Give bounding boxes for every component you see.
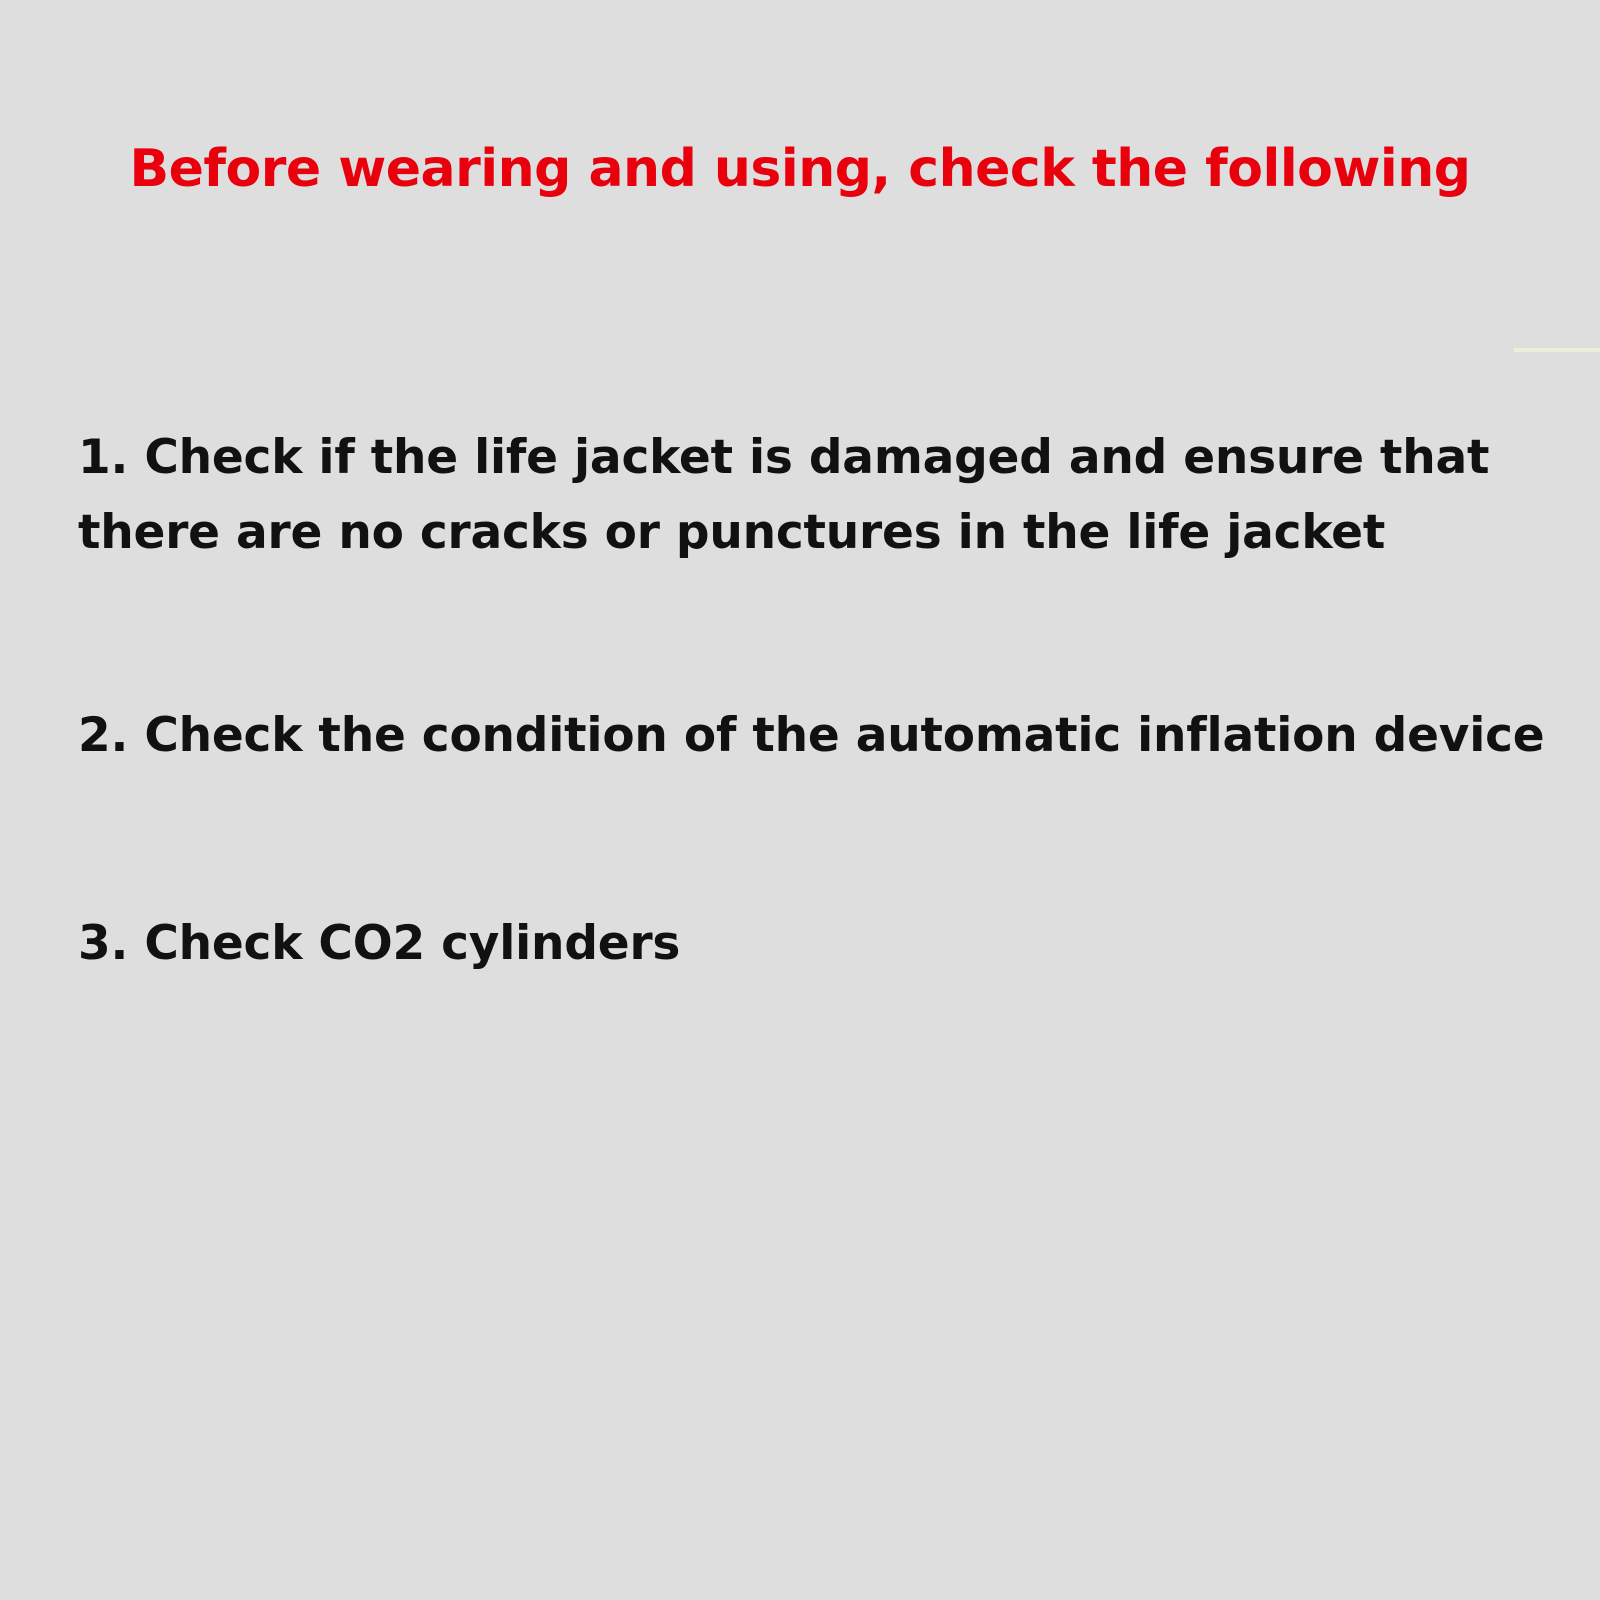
list-item: 1. Check if the life jacket is damaged and ensure that there are no cracks or punctures in the life jacket [78,430,1490,561]
edge-artifact [1514,348,1600,352]
checklist [78,420,1548,981]
list-item: 2. Check the condition of the automatic inflation device [78,708,1545,764]
list-item: 3. Check CO2 cylinders [78,915,681,971]
page-title: Before wearing and using, check the following [129,139,1471,199]
